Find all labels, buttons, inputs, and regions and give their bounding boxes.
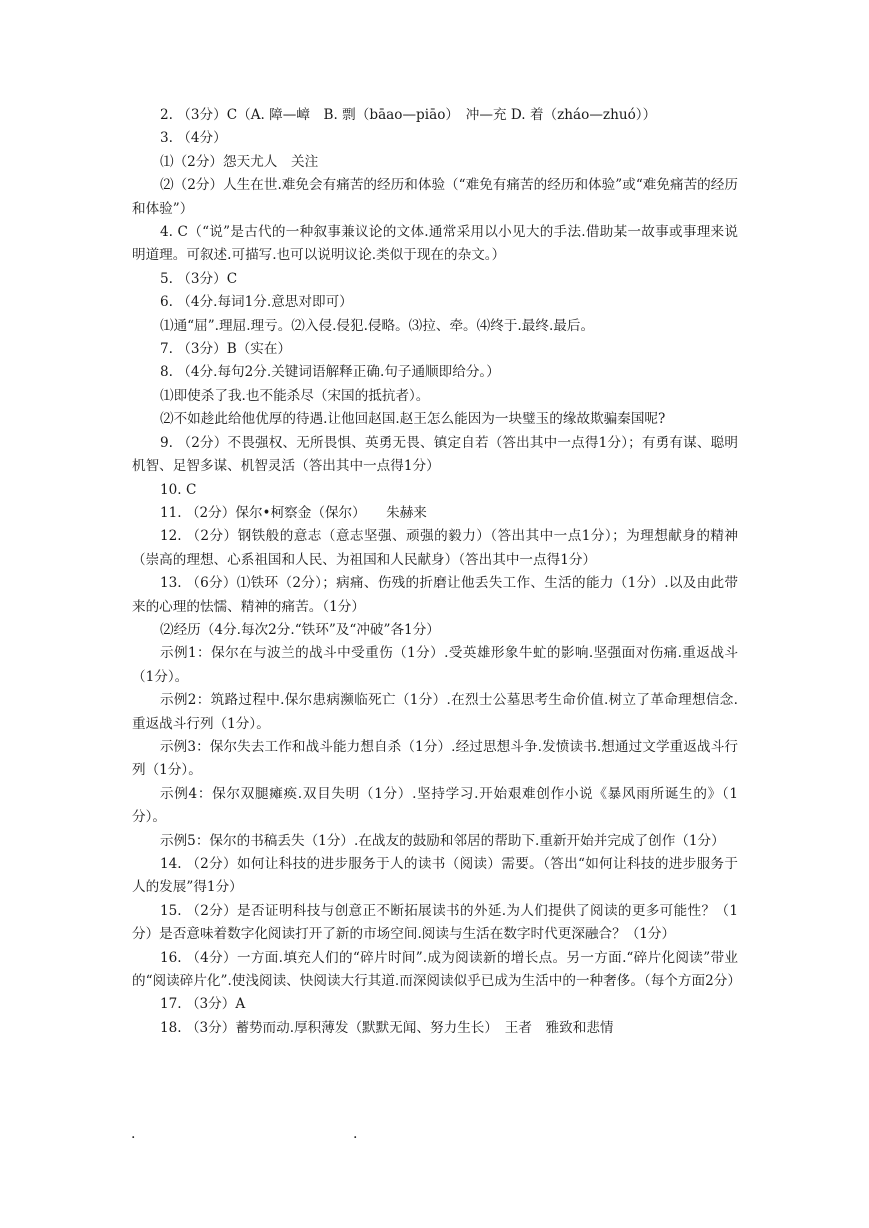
answer-3: 3. （4分） [160, 130, 227, 147]
answer-3-1: ⑴（2分）怨天尤人 关注 [160, 153, 319, 170]
example-4: 示例4：保尔双腿瘫痪.双目失明（1分）.坚持学习.开始艰难创作小说《暴风雨所诞生的》（1分）。 [132, 785, 738, 826]
answer-2: 2. （3分）C（A. 障—嶂 B. 剽（bāao—piāo） 冲—充 D. 着（zháo—zhuó）） [160, 107, 657, 123]
answer-14: 14. （2分）如何让科技的进步服务于人的读书（阅读）需要。（答出“如何让科技的进步服务于人的发展”得1分） [132, 856, 738, 896]
answer-9: 9. （2分）不畏强权、无所畏惧、英勇无畏、镇定自若（答出其中一点得1分）；有勇有谋、聪明机智、足智多谋、机智灵活（答出其中一点得1分） [132, 434, 738, 475]
example-2: 示例2：筑路过程中.保尔患病濒临死亡（1分）.在烈士公墓思考生命价值.树立了革命理想信念.重返战斗行列（1分）。 [132, 692, 738, 732]
answer-5: 5. （3分）C [160, 270, 238, 287]
answer-4: 4. C（“说”是古代的一种叙事兼议论的文体.通常采用以小见大的手法.借助某一故事或事理来说明道理。可叙述.可描写.也可以说明议论.类似于现在的杂文。） [132, 224, 738, 264]
answer-8: 8. （4分.每句2分.关键词语解释正确.句子通顺即给分。） [160, 364, 500, 381]
answer-18: 18. （3分）蓄势而动.厚积薄发（默默无闻、努力生长） 王者 雅致和悲情 [160, 1019, 614, 1036]
answer-13-2: ⑵经历（4分.每次2分.“铁环”及“冲破”各1分） [160, 621, 440, 638]
page-footer [0, 1126, 869, 1146]
answer-10: 10. C [160, 481, 197, 498]
answer-3-2: ⑵（2分）人生在世.难免会有痛苦的经历和体验（“难免有痛苦的经历和体验”或“难免痛苦的经历和体验”） [132, 177, 738, 217]
answer-15: 15. （2分）是否证明科技与创意正不断拓展读书的外延.为人们提供了阅读的更多可能性？（1分）是否意味着数字化阅读打开了新的市场空间.阅读与生活在数字时代更深融合？（1分） [132, 902, 738, 943]
footer-dot-left: . [131, 1126, 136, 1142]
answer-11: 11. （2分）保尔•柯察金（保尔） 朱赫来 [160, 504, 427, 521]
example-3: 示例3：保尔失去工作和战斗能力想自杀（1分）.经过思想斗争.发愤读书.想通过文学重返战斗行列（1分）。 [132, 738, 738, 779]
footer-dot-right: . [353, 1126, 358, 1142]
answer-list [132, 104, 741, 1040]
answer-16: 16. （4分）一方面.填充人们的“碎片时间”.成为阅读新的增长点。另一方面.“碎片化阅读”带业的“阅读碎片化”.使浅阅读、快阅读大行其道.而深阅读似乎已成为生活中的一种奢侈。（每个方面2分） [132, 949, 741, 990]
answer-6: 6. （4分.每词1分.意思对即可） [160, 294, 353, 311]
answer-7: 7. （3分）B（实在） [160, 341, 292, 358]
answer-13-1: 13. （6分）⑴铁环（2分）；病痛、伤残的折磨让他丢失工作、生活的能力（1分）.以及由此带来的心理的怯懦、精神的痛苦。（1分） [132, 575, 738, 615]
answer-17: 17. （3分）A [160, 996, 246, 1013]
answer-8-1: ⑴即使杀了我.也不能杀尽（宋国的抵抗者）。 [160, 387, 430, 404]
answer-12: 12. （2分）钢铁般的意志（意志坚强、顽强的毅力）（答出其中一点1分）；为理想献身的精神（崇高的理想、心系祖国和人民、为祖国和人民献身）（答出其中一点得1分） [132, 528, 738, 568]
answer-6-detail: ⑴通“屈”.理屈.理亏。⑵入侵.侵犯.侵略。⑶拉、牵。⑷终于.最终.最后。 [160, 317, 595, 334]
example-1: 示例1：保尔在与波兰的战斗中受重伤（1分）.受英雄形象牛虻的影响.坚强面对伤痛.重返战斗（1分）。 [132, 645, 738, 685]
answer-8-2: ⑵不如趁此给他优厚的待遇.让他回赵国.赵王怎么能因为一块璧玉的缘故欺骗秦国呢? [160, 411, 666, 428]
example-5: 示例5：保尔的书稿丢失（1分）.在战友的鼓励和邻居的帮助下.重新开始并完成了创作（1分） [160, 832, 725, 849]
